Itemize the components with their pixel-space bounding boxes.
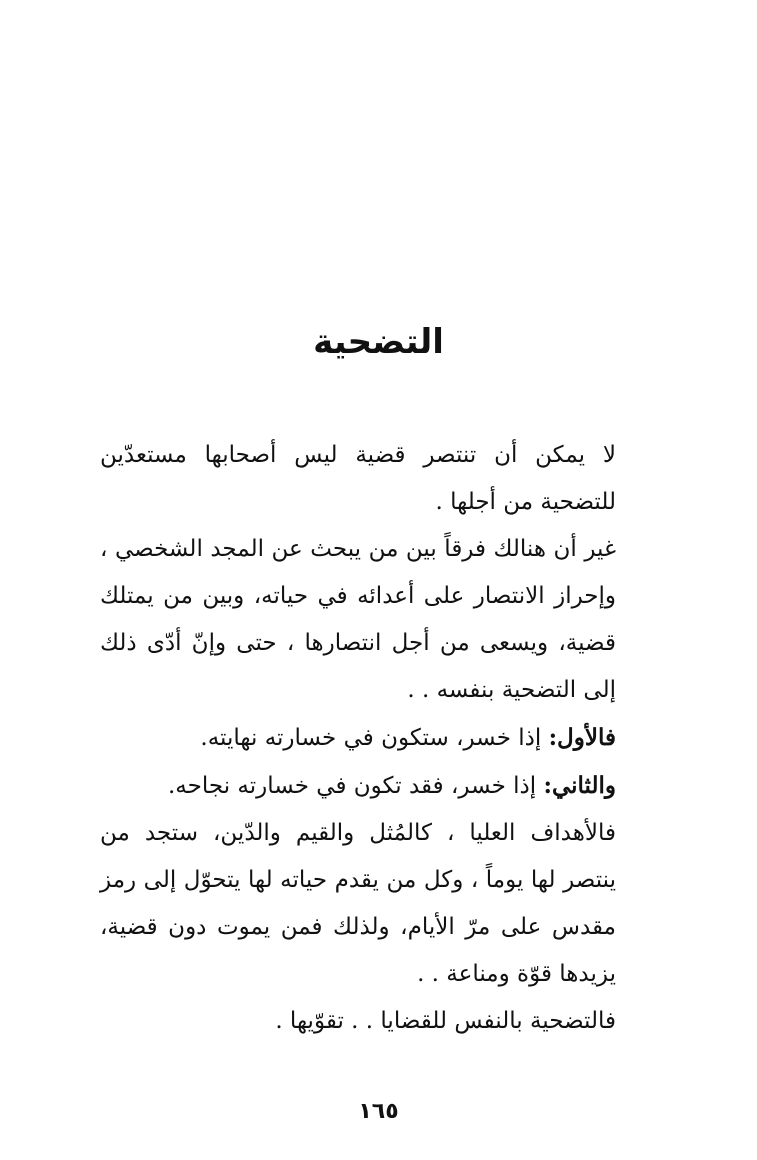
paragraph-5: فالأهداف العليا ، كالمُثل والقيم والدّين، ستجد من ينتصر لها يوماً ، وكل من يقدم حياته لها يتحوّل إلى رمز مقدس على مرّ الأيام، ولذلك فمن يموت دون قضية، يزيدها قوّة ومناعة . . [100, 820, 616, 987]
paragraph-6: فالتضحية بالنفس للقضايا . . تقوّيها . [275, 1008, 616, 1034]
paragraph-3-lead: فالأول: [548, 724, 616, 751]
chapter-title: التضحية [313, 322, 444, 362]
paragraph-3-text: إذا خسر، ستكون في خسارته نهايته. [200, 725, 549, 751]
paragraph-4 [100, 762, 616, 810]
page-number: ١٦٥ [358, 1099, 399, 1124]
paragraph-4-text: إذا خسر، فقد تكون في خسارته نجاحه. [167, 773, 544, 799]
chapter-body [100, 432, 616, 1045]
paragraph-1: لا يمكن أن تنتصر قضية ليس أصحابها مستعدّين للتضحية من أجلها . [100, 442, 616, 515]
paragraph-4-lead: والثاني: [543, 772, 616, 799]
paragraph-2: غير أن هنالك فرقاً بين من يبحث عن المجد الشخصي ، وإحراز الانتصار على أعدائه في حياته، وبين من يمتلك قضية، ويسعى من أجل انتصارها ، حتى وإنّ أدّى ذلك إلى التضحية بنفسه . . [100, 536, 616, 703]
paragraph-3 [100, 714, 616, 762]
